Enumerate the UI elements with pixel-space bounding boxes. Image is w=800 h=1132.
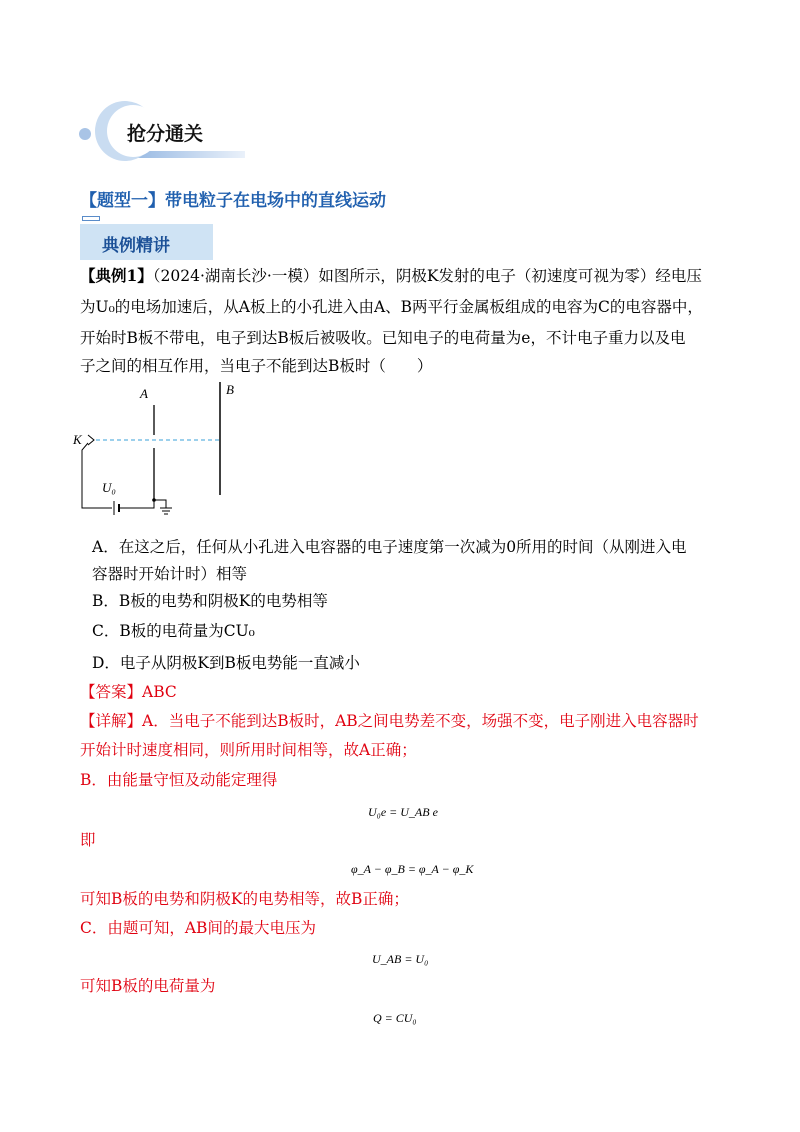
problem-line-2: 为U₀的电场加速后，从A板上的小孔进入由A、B两平行金属板组成的电容为C的电容器中， xyxy=(80,298,703,316)
problem-line-1 xyxy=(80,266,702,286)
option-d: D．电子从阴极K到B板电势能一直减小 xyxy=(92,654,360,672)
explanation-line-7: 可知B板的电荷量为 xyxy=(80,977,216,995)
label-u0: U₀ xyxy=(102,480,116,495)
explanation-line-4: 即 xyxy=(80,831,96,849)
equation-4: Q = CU₀ xyxy=(373,1011,417,1025)
option-a-line-1: A．在这之后，任何从小孔进入电容器的电子速度第一次减为0所用的时间（从刚进入电 xyxy=(92,538,687,556)
option-b: B．B板的电势和阴极K的电势相等 xyxy=(92,592,328,610)
problem-label: 【典例1】 xyxy=(80,266,153,285)
explanation-line-6: C．由题可知，AB间的最大电压为 xyxy=(80,919,316,937)
explanation-text-1: A．当电子不能到达B板时，AB之间电势差不变，场强不变，电子刚进入电容器时 xyxy=(142,712,699,730)
explanation-line-3: B．由能量守恒及动能定理得 xyxy=(80,771,278,789)
option-a-line-2: 容器时开始计时）相等 xyxy=(92,565,248,583)
label-k: K xyxy=(73,432,82,447)
label-a: A xyxy=(140,386,148,401)
subhead-title: 典例精讲 xyxy=(102,236,170,256)
wire-left xyxy=(82,443,112,508)
wire-right xyxy=(119,500,154,508)
subhead-box xyxy=(80,224,213,260)
section-title: 【题型一】带电粒子在电场中的直线运动 xyxy=(80,191,386,211)
label-b: B xyxy=(226,382,234,397)
problem-line-4: 子之间的相互作用，当电子不能到达B板时（ ） xyxy=(80,357,433,375)
equation-1: U₀e = U_AB e xyxy=(368,805,438,819)
equation-3: U_AB = U₀ xyxy=(372,952,429,966)
answer-label: 【答案】 xyxy=(80,683,143,701)
explanation-line-1 xyxy=(80,711,699,731)
banner xyxy=(75,96,250,166)
explanation-line-5: 可知B板的电势和阴极K的电势相等，故B正确； xyxy=(80,890,409,908)
problem-line-3: 开始时B板不带电，电子到达B板后被吸收。已知电子的电荷量为e，不计电子重力以及电 xyxy=(80,329,686,347)
banner-title: 抢分通关 xyxy=(127,123,204,145)
answer-line xyxy=(80,682,177,702)
cathode-k-symbol xyxy=(88,435,94,445)
explanation-label: 【详解】 xyxy=(80,712,143,730)
subhead-marker xyxy=(82,216,100,221)
explanation-line-2: 开始计时速度相同，则所用时间相等，故A正确； xyxy=(80,741,417,759)
circuit-diagram xyxy=(70,380,250,530)
problem-text-1: （2024·湖南长沙·一模）如图所示，阴极K发射的电子（初速度可视为零）经电压 xyxy=(152,267,702,285)
equation-2: φ_A − φ_B = φ_A − φ_K xyxy=(351,862,474,876)
option-c: C．B板的电荷量为CU₀ xyxy=(92,622,255,640)
ground-wire xyxy=(154,500,166,508)
answer-value: ABC xyxy=(142,683,177,701)
